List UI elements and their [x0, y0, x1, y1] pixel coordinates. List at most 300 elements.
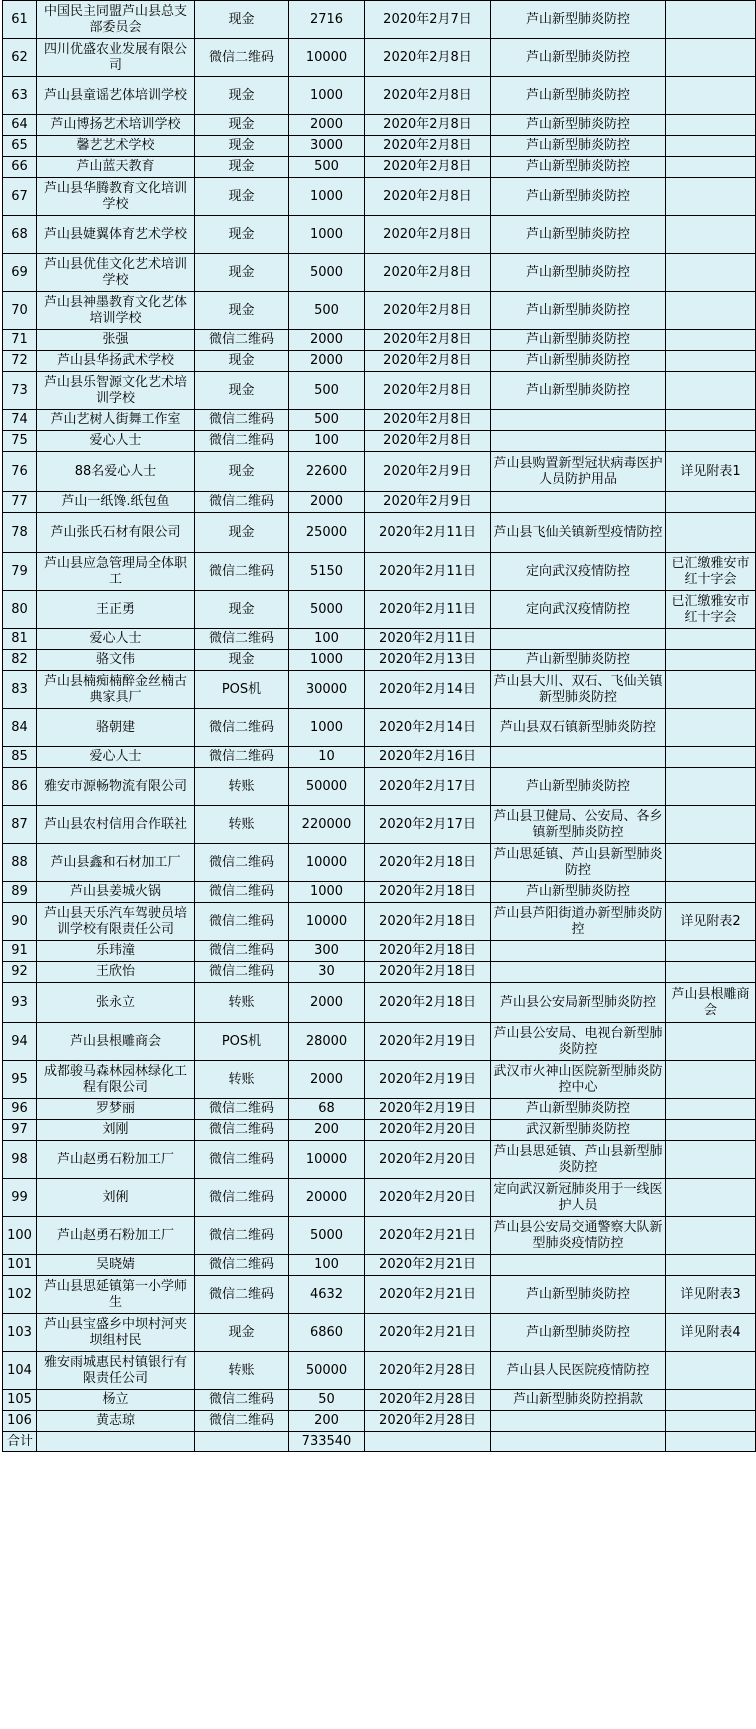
- donation-date-cell: 2020年2月8日: [365, 254, 491, 292]
- amount-cell: 6860: [289, 1314, 365, 1352]
- amount-cell: 500: [289, 292, 365, 330]
- donor-name-cell: 雅安雨城惠民村镇银行有限责任公司: [37, 1352, 195, 1390]
- payment-method-cell: 微信二维码: [195, 1411, 289, 1432]
- note-cell: [666, 292, 756, 330]
- purpose-cell: [491, 629, 666, 650]
- purpose-cell: 芦山新型肺炎防控: [491, 136, 666, 157]
- purpose-cell: 芦山县公安局交通警察大队新型肺炎疫情防控: [491, 1217, 666, 1255]
- amount-cell: 50000: [289, 1352, 365, 1390]
- donation-date-cell: 2020年2月19日: [365, 1023, 491, 1061]
- row-number-cell: 74: [3, 410, 37, 431]
- row-number-cell: 84: [3, 709, 37, 747]
- table-row: [3, 216, 756, 254]
- table-row: [3, 39, 756, 77]
- payment-method-cell: 现金: [195, 372, 289, 410]
- table-row: [3, 882, 756, 903]
- amount-cell: 10000: [289, 903, 365, 941]
- purpose-cell: 芦山新型肺炎防控: [491, 1314, 666, 1352]
- amount-cell: 4632: [289, 1276, 365, 1314]
- amount-cell: 20000: [289, 1179, 365, 1217]
- table-row: [3, 77, 756, 115]
- donation-date-cell: 2020年2月21日: [365, 1276, 491, 1314]
- row-number-cell: 62: [3, 39, 37, 77]
- note-cell: [666, 671, 756, 709]
- purpose-cell: [491, 410, 666, 431]
- amount-cell: 220000: [289, 806, 365, 844]
- amount-cell: 1000: [289, 77, 365, 115]
- donor-name-cell: 芦山县天乐汽车驾驶员培训学校有限责任公司: [37, 903, 195, 941]
- payment-method-cell: 微信二维码: [195, 629, 289, 650]
- row-number-cell: 98: [3, 1141, 37, 1179]
- payment-method-cell: 微信二维码: [195, 1276, 289, 1314]
- note-cell: [666, 136, 756, 157]
- donor-name-cell: 成都骏马森林园林绿化工程有限公司: [37, 1061, 195, 1099]
- donation-date-cell: 2020年2月28日: [365, 1390, 491, 1411]
- donation-date-cell: 2020年2月20日: [365, 1179, 491, 1217]
- donor-name-cell: 馨艺艺术学校: [37, 136, 195, 157]
- payment-method-cell: 现金: [195, 452, 289, 492]
- table-row: [3, 962, 756, 983]
- note-cell: [666, 1179, 756, 1217]
- amount-cell: 10: [289, 747, 365, 768]
- donor-name-cell: 芦山张氏石材有限公司: [37, 513, 195, 553]
- table-row: [3, 591, 756, 629]
- note-cell: [666, 882, 756, 903]
- amount-cell: 1000: [289, 650, 365, 671]
- row-number-cell: 77: [3, 492, 37, 513]
- donor-name-cell: 芦山艺树人街舞工作室: [37, 410, 195, 431]
- donor-name-cell: 乐玮潼: [37, 941, 195, 962]
- amount-cell: 25000: [289, 513, 365, 553]
- note-cell: [666, 806, 756, 844]
- table-row: [3, 1314, 756, 1352]
- note-cell: [666, 1061, 756, 1099]
- donor-name-cell: 芦山赵勇石粉加工厂: [37, 1141, 195, 1179]
- row-number-cell: 80: [3, 591, 37, 629]
- row-number-cell: 103: [3, 1314, 37, 1352]
- payment-method-cell: 微信二维码: [195, 39, 289, 77]
- purpose-cell: 芦山新型肺炎防控: [491, 77, 666, 115]
- donation-date-cell: 2020年2月18日: [365, 983, 491, 1023]
- row-number-cell: 79: [3, 553, 37, 591]
- table-row: [3, 372, 756, 410]
- amount-cell: 22600: [289, 452, 365, 492]
- row-number-cell: 87: [3, 806, 37, 844]
- note-cell: [666, 492, 756, 513]
- payment-method-cell: POS机: [195, 671, 289, 709]
- row-number-cell: 73: [3, 372, 37, 410]
- donation-date-cell: 2020年2月21日: [365, 1217, 491, 1255]
- donation-date-cell: 2020年2月11日: [365, 591, 491, 629]
- amount-cell: 10000: [289, 39, 365, 77]
- donation-date-cell: 2020年2月7日: [365, 1, 491, 39]
- purpose-cell: 芦山新型肺炎防控: [491, 882, 666, 903]
- table-row: [3, 330, 756, 351]
- table-row: [3, 1411, 756, 1432]
- total-empty-method: [195, 1432, 289, 1452]
- payment-method-cell: 微信二维码: [195, 1255, 289, 1276]
- donation-date-cell: 2020年2月8日: [365, 115, 491, 136]
- donation-date-cell: 2020年2月9日: [365, 452, 491, 492]
- donor-name-cell: 芦山县乐智源文化艺术培训学校: [37, 372, 195, 410]
- payment-method-cell: 微信二维码: [195, 844, 289, 882]
- donation-date-cell: 2020年2月20日: [365, 1141, 491, 1179]
- donation-date-cell: 2020年2月18日: [365, 844, 491, 882]
- table-row: [3, 492, 756, 513]
- amount-cell: 100: [289, 629, 365, 650]
- note-cell: 详见附表1: [666, 452, 756, 492]
- row-number-cell: 100: [3, 1217, 37, 1255]
- table-row: [3, 1217, 756, 1255]
- note-cell: [666, 254, 756, 292]
- table-row: [3, 941, 756, 962]
- note-cell: [666, 513, 756, 553]
- table-row: [3, 1276, 756, 1314]
- donor-name-cell: 吴晓婧: [37, 1255, 195, 1276]
- purpose-cell: 芦山新型肺炎防控: [491, 115, 666, 136]
- note-cell: [666, 77, 756, 115]
- donation-date-cell: 2020年2月21日: [365, 1314, 491, 1352]
- purpose-cell: 芦山新型肺炎防控捐款: [491, 1390, 666, 1411]
- amount-cell: 5150: [289, 553, 365, 591]
- note-cell: [666, 1352, 756, 1390]
- payment-method-cell: 微信二维码: [195, 709, 289, 747]
- table-row: [3, 351, 756, 372]
- table-row: [3, 1023, 756, 1061]
- table-row: [3, 431, 756, 452]
- donor-name-cell: 芦山县楠痴楠醉金丝楠古典家具厂: [37, 671, 195, 709]
- amount-cell: 500: [289, 157, 365, 178]
- payment-method-cell: 微信二维码: [195, 431, 289, 452]
- note-cell: [666, 1141, 756, 1179]
- donor-name-cell: 芦山县应急管理局全体职工: [37, 553, 195, 591]
- donation-date-cell: 2020年2月17日: [365, 806, 491, 844]
- amount-cell: 10000: [289, 844, 365, 882]
- row-number-cell: 68: [3, 216, 37, 254]
- note-cell: [666, 178, 756, 216]
- note-cell: [666, 1217, 756, 1255]
- amount-cell: 5000: [289, 1217, 365, 1255]
- table-body: [3, 1, 756, 1452]
- payment-method-cell: 微信二维码: [195, 941, 289, 962]
- payment-method-cell: 微信二维码: [195, 553, 289, 591]
- table-row: [3, 157, 756, 178]
- table-row: [3, 410, 756, 431]
- donor-name-cell: 爱心人士: [37, 747, 195, 768]
- purpose-cell: 芦山县大川、双石、飞仙关镇新型肺炎防控: [491, 671, 666, 709]
- table-row: [3, 903, 756, 941]
- donor-name-cell: 刘刚: [37, 1120, 195, 1141]
- note-cell: [666, 115, 756, 136]
- note-cell: [666, 1099, 756, 1120]
- donation-date-cell: 2020年2月11日: [365, 629, 491, 650]
- purpose-cell: 芦山思延镇、芦山县新型肺炎防控: [491, 844, 666, 882]
- total-label: 合计: [3, 1432, 37, 1452]
- donation-date-cell: 2020年2月8日: [365, 431, 491, 452]
- row-number-cell: 83: [3, 671, 37, 709]
- amount-cell: 2716: [289, 1, 365, 39]
- donation-date-cell: 2020年2月8日: [365, 178, 491, 216]
- row-number-cell: 67: [3, 178, 37, 216]
- payment-method-cell: 转账: [195, 1352, 289, 1390]
- donation-date-cell: 2020年2月20日: [365, 1120, 491, 1141]
- donation-date-cell: 2020年2月17日: [365, 768, 491, 806]
- payment-method-cell: 现金: [195, 136, 289, 157]
- amount-cell: 5000: [289, 254, 365, 292]
- table-row: [3, 292, 756, 330]
- donor-name-cell: 芦山博扬艺术培训学校: [37, 115, 195, 136]
- payment-method-cell: 转账: [195, 768, 289, 806]
- donor-name-cell: 张强: [37, 330, 195, 351]
- payment-method-cell: 微信二维码: [195, 492, 289, 513]
- purpose-cell: 芦山县卫健局、公安局、各乡镇新型肺炎防控: [491, 806, 666, 844]
- amount-cell: 1000: [289, 178, 365, 216]
- row-number-cell: 72: [3, 351, 37, 372]
- note-cell: 详见附表4: [666, 1314, 756, 1352]
- row-number-cell: 105: [3, 1390, 37, 1411]
- payment-method-cell: 微信二维码: [195, 330, 289, 351]
- purpose-cell: 芦山新型肺炎防控: [491, 372, 666, 410]
- amount-cell: 2000: [289, 1061, 365, 1099]
- table-row: [3, 136, 756, 157]
- note-cell: [666, 431, 756, 452]
- row-number-cell: 101: [3, 1255, 37, 1276]
- donor-name-cell: 芦山县华腾教育文化培训学校: [37, 178, 195, 216]
- table-row: [3, 747, 756, 768]
- table-row: [3, 768, 756, 806]
- purpose-cell: 芦山新型肺炎防控: [491, 650, 666, 671]
- purpose-cell: 芦山新型肺炎防控: [491, 292, 666, 330]
- row-number-cell: 95: [3, 1061, 37, 1099]
- row-number-cell: 96: [3, 1099, 37, 1120]
- donor-name-cell: 罗梦丽: [37, 1099, 195, 1120]
- donor-name-cell: 芦山县鑫和石材加工厂: [37, 844, 195, 882]
- donor-name-cell: 黄志琼: [37, 1411, 195, 1432]
- payment-method-cell: 现金: [195, 1, 289, 39]
- amount-cell: 68: [289, 1099, 365, 1120]
- table-row: [3, 709, 756, 747]
- table-row: [3, 671, 756, 709]
- donor-name-cell: 雅安市源畅物流有限公司: [37, 768, 195, 806]
- purpose-cell: 定向武汉新冠肺炎用于一线医护人员: [491, 1179, 666, 1217]
- total-empty-donor: [37, 1432, 195, 1452]
- payment-method-cell: 现金: [195, 292, 289, 330]
- donor-name-cell: 芦山县华扬武术学校: [37, 351, 195, 372]
- donation-date-cell: 2020年2月14日: [365, 671, 491, 709]
- purpose-cell: 芦山县公安局、电视台新型肺炎防控: [491, 1023, 666, 1061]
- row-number-cell: 76: [3, 452, 37, 492]
- donor-name-cell: 芦山县思延镇第一小学师生: [37, 1276, 195, 1314]
- row-number-cell: 94: [3, 1023, 37, 1061]
- amount-cell: 1000: [289, 709, 365, 747]
- row-number-cell: 69: [3, 254, 37, 292]
- note-cell: [666, 330, 756, 351]
- purpose-cell: 芦山新型肺炎防控: [491, 330, 666, 351]
- amount-cell: 2000: [289, 115, 365, 136]
- row-number-cell: 93: [3, 983, 37, 1023]
- purpose-cell: 芦山新型肺炎防控: [491, 1, 666, 39]
- donation-date-cell: 2020年2月8日: [365, 410, 491, 431]
- amount-cell: 28000: [289, 1023, 365, 1061]
- note-cell: [666, 1, 756, 39]
- amount-cell: 500: [289, 372, 365, 410]
- total-row: [3, 1432, 756, 1452]
- payment-method-cell: 转账: [195, 806, 289, 844]
- note-cell: [666, 962, 756, 983]
- amount-cell: 30: [289, 962, 365, 983]
- purpose-cell: 芦山县购置新型冠状病毒医护人员防护用品: [491, 452, 666, 492]
- row-number-cell: 91: [3, 941, 37, 962]
- donor-name-cell: 爱心人士: [37, 629, 195, 650]
- table-row: [3, 115, 756, 136]
- row-number-cell: 78: [3, 513, 37, 553]
- donation-date-cell: 2020年2月18日: [365, 962, 491, 983]
- payment-method-cell: 现金: [195, 513, 289, 553]
- purpose-cell: 芦山县芦阳街道办新型肺炎防控: [491, 903, 666, 941]
- table-row: [3, 1179, 756, 1217]
- donor-name-cell: 芦山县姜城火锅: [37, 882, 195, 903]
- donation-date-cell: 2020年2月8日: [365, 351, 491, 372]
- row-number-cell: 66: [3, 157, 37, 178]
- note-cell: [666, 216, 756, 254]
- payment-method-cell: 微信二维码: [195, 1179, 289, 1217]
- payment-method-cell: 微信二维码: [195, 962, 289, 983]
- note-cell: 详见附表2: [666, 903, 756, 941]
- note-cell: [666, 650, 756, 671]
- donation-date-cell: 2020年2月9日: [365, 492, 491, 513]
- note-cell: 已汇缴雅安市红十字会: [666, 553, 756, 591]
- table-row: [3, 629, 756, 650]
- payment-method-cell: 微信二维码: [195, 747, 289, 768]
- table-row: [3, 1061, 756, 1099]
- amount-cell: 10000: [289, 1141, 365, 1179]
- purpose-cell: 芦山新型肺炎防控: [491, 216, 666, 254]
- purpose-cell: 武汉新型肺炎防控: [491, 1120, 666, 1141]
- donation-date-cell: 2020年2月8日: [365, 292, 491, 330]
- donor-name-cell: 爱心人士: [37, 431, 195, 452]
- table-row: [3, 254, 756, 292]
- donation-date-cell: 2020年2月11日: [365, 553, 491, 591]
- amount-cell: 50: [289, 1390, 365, 1411]
- note-cell: [666, 1255, 756, 1276]
- row-number-cell: 82: [3, 650, 37, 671]
- payment-method-cell: 现金: [195, 650, 289, 671]
- amount-cell: 2000: [289, 983, 365, 1023]
- amount-cell: 500: [289, 410, 365, 431]
- note-cell: 芦山县根雕商会: [666, 983, 756, 1023]
- donation-date-cell: 2020年2月18日: [365, 903, 491, 941]
- row-number-cell: 64: [3, 115, 37, 136]
- row-number-cell: 99: [3, 1179, 37, 1217]
- purpose-cell: 芦山新型肺炎防控: [491, 768, 666, 806]
- donor-name-cell: 刘俐: [37, 1179, 195, 1217]
- row-number-cell: 102: [3, 1276, 37, 1314]
- amount-cell: 50000: [289, 768, 365, 806]
- donor-name-cell: 芦山县根雕商会: [37, 1023, 195, 1061]
- row-number-cell: 88: [3, 844, 37, 882]
- amount-cell: 2000: [289, 351, 365, 372]
- donation-date-cell: 2020年2月11日: [365, 513, 491, 553]
- donation-date-cell: 2020年2月8日: [365, 39, 491, 77]
- payment-method-cell: 微信二维码: [195, 903, 289, 941]
- donor-name-cell: 芦山县童谣艺体培训学校: [37, 77, 195, 115]
- table-row: [3, 513, 756, 553]
- payment-method-cell: 现金: [195, 351, 289, 372]
- note-cell: 详见附表3: [666, 1276, 756, 1314]
- note-cell: [666, 709, 756, 747]
- donation-date-cell: 2020年2月21日: [365, 1255, 491, 1276]
- note-cell: [666, 410, 756, 431]
- row-number-cell: 65: [3, 136, 37, 157]
- donation-date-cell: 2020年2月28日: [365, 1411, 491, 1432]
- amount-cell: 100: [289, 431, 365, 452]
- donor-name-cell: 骆文伟: [37, 650, 195, 671]
- donor-name-cell: 芦山一纸馋.纸包鱼: [37, 492, 195, 513]
- donation-date-cell: 2020年2月8日: [365, 77, 491, 115]
- purpose-cell: 定向武汉疫情防控: [491, 553, 666, 591]
- donation-date-cell: 2020年2月13日: [365, 650, 491, 671]
- donation-date-cell: 2020年2月18日: [365, 941, 491, 962]
- payment-method-cell: 现金: [195, 591, 289, 629]
- payment-method-cell: 微信二维码: [195, 1217, 289, 1255]
- donor-name-cell: 四川优盛农业发展有限公司: [37, 39, 195, 77]
- purpose-cell: 芦山新型肺炎防控: [491, 178, 666, 216]
- amount-cell: 30000: [289, 671, 365, 709]
- payment-method-cell: 转账: [195, 1061, 289, 1099]
- row-number-cell: 75: [3, 431, 37, 452]
- payment-method-cell: 微信二维码: [195, 410, 289, 431]
- donor-name-cell: 芦山县神墨教育文化艺体培训学校: [37, 292, 195, 330]
- row-number-cell: 90: [3, 903, 37, 941]
- table-row: [3, 844, 756, 882]
- payment-method-cell: 微信二维码: [195, 1099, 289, 1120]
- table-row: [3, 178, 756, 216]
- total-amount: 733540: [289, 1432, 365, 1452]
- total-empty-date: [365, 1432, 491, 1452]
- payment-method-cell: 转账: [195, 983, 289, 1023]
- row-number-cell: 85: [3, 747, 37, 768]
- table-row: [3, 1099, 756, 1120]
- donation-date-cell: 2020年2月18日: [365, 882, 491, 903]
- amount-cell: 300: [289, 941, 365, 962]
- table-row: [3, 983, 756, 1023]
- donation-date-cell: 2020年2月19日: [365, 1061, 491, 1099]
- purpose-cell: 芦山新型肺炎防控: [491, 157, 666, 178]
- row-number-cell: 63: [3, 77, 37, 115]
- note-cell: [666, 747, 756, 768]
- donation-date-cell: 2020年2月8日: [365, 330, 491, 351]
- table-row: [3, 806, 756, 844]
- note-cell: [666, 1023, 756, 1061]
- donation-date-cell: 2020年2月14日: [365, 709, 491, 747]
- donor-name-cell: 杨立: [37, 1390, 195, 1411]
- amount-cell: 1000: [289, 882, 365, 903]
- donation-date-cell: 2020年2月28日: [365, 1352, 491, 1390]
- donor-name-cell: 芦山县婕翼体育艺术学校: [37, 216, 195, 254]
- note-cell: [666, 1120, 756, 1141]
- purpose-cell: 芦山新型肺炎防控: [491, 1276, 666, 1314]
- purpose-cell: 定向武汉疫情防控: [491, 591, 666, 629]
- payment-method-cell: 微信二维码: [195, 1120, 289, 1141]
- purpose-cell: 芦山新型肺炎防控: [491, 1099, 666, 1120]
- note-cell: [666, 941, 756, 962]
- donor-name-cell: 芦山赵勇石粉加工厂: [37, 1217, 195, 1255]
- purpose-cell: [491, 431, 666, 452]
- table-row: [3, 1390, 756, 1411]
- purpose-cell: 芦山县思延镇、芦山县新型肺炎防控: [491, 1141, 666, 1179]
- amount-cell: 1000: [289, 216, 365, 254]
- total-empty-note: [666, 1432, 756, 1452]
